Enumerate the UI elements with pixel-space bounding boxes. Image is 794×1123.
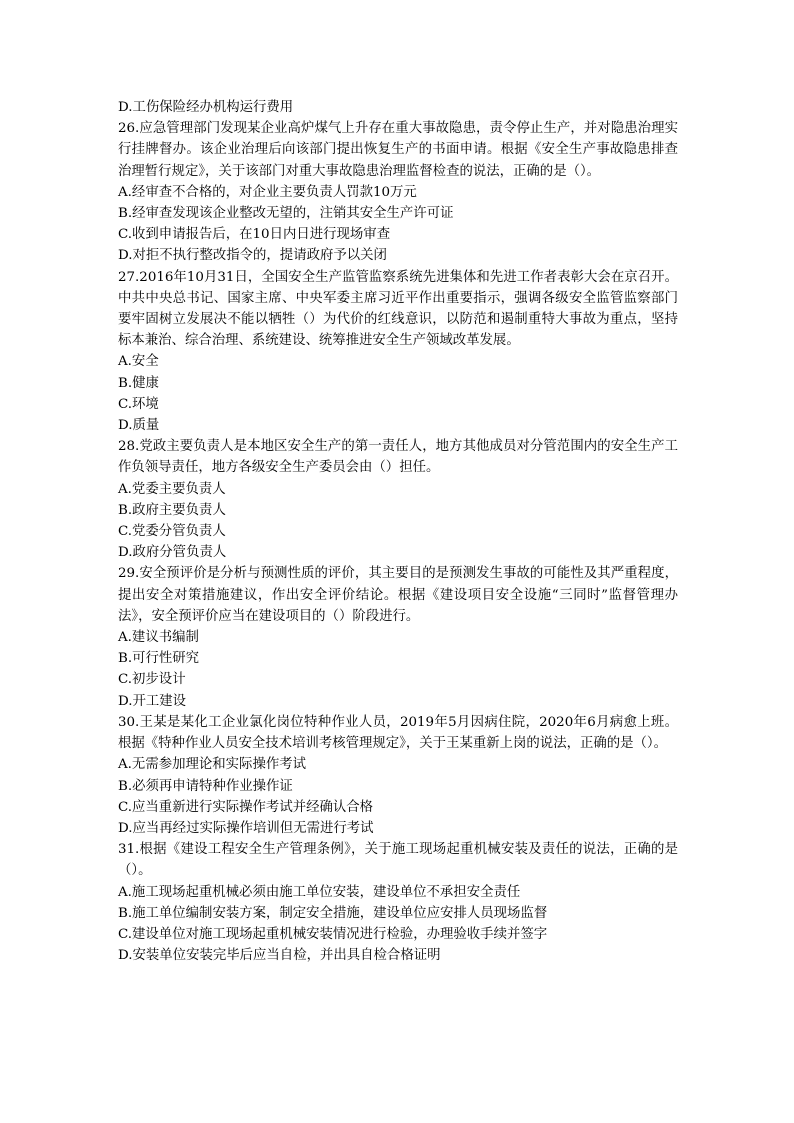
- question-28: 28.党政主要负责人是本地区安全生产的第一责任人，地方其他成员对分管范围内的安全生产工作负领导责任，地方各级安全生产委员会由（）担任。: [118, 439, 678, 476]
- option-31-b: B.施工单位编制安装方案，制定安全措施，建设单位应安排人员现场监督: [118, 905, 548, 921]
- option-31-c: C.建设单位对施工现场起重机械安装情况进行检验，办理验收手续并签字: [118, 926, 548, 942]
- option-28-d: D.政府分管负责人: [118, 545, 227, 561]
- option-27-b: B.健康: [118, 375, 159, 391]
- document-page: [118, 97, 678, 966]
- option-25-d: D.工伤保险经办机构运行费用: [118, 100, 294, 115]
- question-30: 30.王某是某化工企业氯化岗位特种作业人员，2019年5月因病住院，2020年6月病愈上班。根据《特种作业人员安全技术培训考核管理规定》，关于王某重新上岗的说法，正确的是（）。: [118, 714, 678, 752]
- option-28-a: A.党委主要负责人: [118, 481, 226, 497]
- option-31-d: D.安装单位安装完毕后应当自检，并出具自检合格证明: [118, 948, 441, 964]
- option-31-a: A.施工现场起重机械必须由施工单位安装，建设单位不承担安全责任: [118, 884, 521, 900]
- option-30-d: D.应当再经过实际操作培训但无需进行考试: [118, 820, 374, 836]
- option-30-a: A.无需参加理论和实际操作考试: [118, 757, 307, 773]
- option-28-b: B.政府主要负责人: [118, 502, 226, 518]
- option-26-b: B.经审查发现该企业整改无望的，注销其安全生产许可证: [118, 206, 454, 222]
- option-27-c: C.环境: [118, 396, 159, 412]
- option-30-c: C.应当重新进行实际操作考试并经确认合格: [118, 799, 374, 815]
- option-27-d: D.质量: [118, 418, 160, 434]
- option-26-d: D.对拒不执行整改指令的，提请政府予以关闭: [118, 248, 387, 264]
- question-26: 26.应急管理部门发现某企业高炉煤气上升存在重大事故隐患，责令停止生产，并对隐患治理实行挂牌督办。该企业治理后向该部门提出恢复生产的书面申请。根据《安全生产事故隐患排查治理暂行规定》，关于该部门对重大事故隐患治理监督检查的说法，正确的是（）。: [118, 121, 678, 179]
- option-29-a: A.建议书编制: [118, 630, 199, 646]
- option-29-b: B.可行性研究: [118, 651, 200, 667]
- option-29-c: C.初步设计: [118, 672, 186, 688]
- question-27: 27.2016年10月31日，全国安全生产监管监察系统先进集体和先进工作者表彰大会在京召开。中共中央总书记、国家主席、中央军委主席习近平作出重要指示，强调各级安全监管监察部门要牢固树立发展决不能以牺牲（）为代价的红线意识，以防范和遏制重特大事故为重点，坚持标本兼治、综合治理、系统建设、统筹推进安全生产领域改革发展。: [118, 269, 678, 349]
- option-26-a: A.经审查不合格的，对企业主要负责人罚款10万元: [118, 184, 417, 200]
- option-30-b: B.必须再申请特种作业操作证: [118, 778, 293, 794]
- option-27-a: A.安全: [118, 354, 159, 370]
- option-26-c: C.收到申请报告后，在10日内日进行现场审查: [118, 227, 391, 243]
- option-28-c: C.党委分管负责人: [118, 524, 226, 540]
- question-31: 31.根据《建设工程安全生产管理条例》，关于施工现场起重机械安装及责任的说法，正确的是（）。: [118, 842, 678, 879]
- option-29-d: D.开工建设: [118, 693, 187, 709]
- question-29: 29.安全预评价是分析与预测性质的评价，其主要目的是预测发生事故的可能性及其严重程度，提出安全对策措施建议，作出安全评价结论。根据《建设项目安全设施“三同时”监督管理办法》，安全预评价应当在建设项目的（）阶段进行。: [118, 566, 678, 624]
